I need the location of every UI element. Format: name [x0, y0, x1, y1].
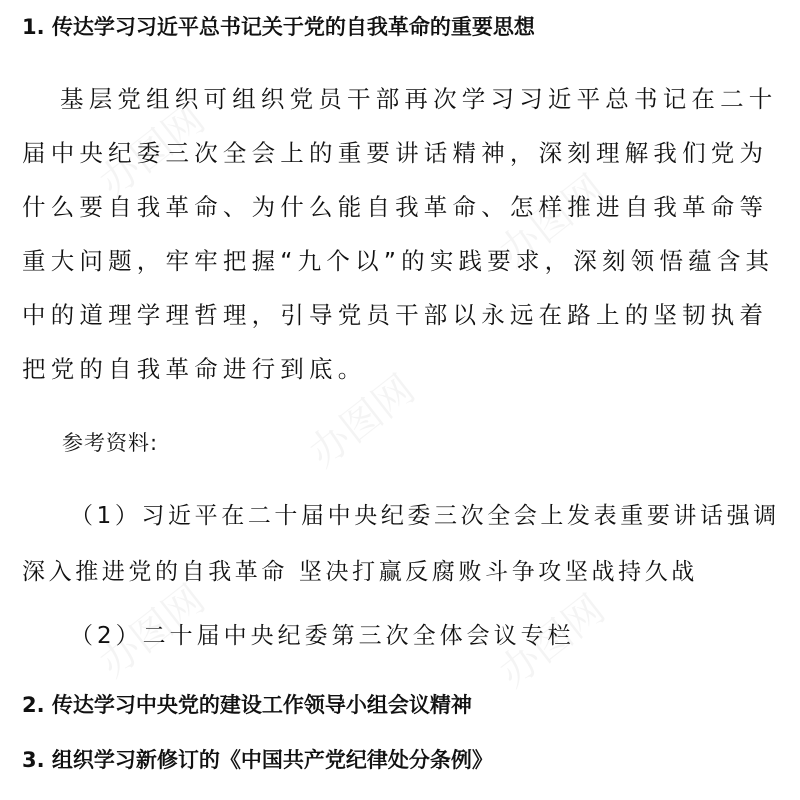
reference-item-1[interactable]: （1）习近平在二十届中央纪委三次全会上发表重要讲话强调深入推进党的自我革命 坚决打赢反腐败斗争攻坚战持久战	[22, 503, 780, 585]
section-heading-2: 2. 传达学习中央党的建设工作领导小组会议精神	[22, 693, 472, 717]
references-title: 参考资料:	[62, 431, 159, 455]
section-heading-1: 1. 传达学习习近平总书记关于党的自我革命的重要思想	[22, 15, 535, 39]
reference-item-2[interactable]: （2）二十届中央纪委第三次全体会议专栏	[70, 623, 575, 649]
section-heading-3: 3. 组织学习新修订的《中国共产党纪律处分条例》	[22, 748, 493, 772]
section-1-paragraph: 基层党组织可组织党员干部再次学习习近平总书记在二十届中央纪委三次全会上的重要讲话精神，深刻理解我们党为什么要自我革命、为什么能自我革命、怎样推进自我革命等重大问题，牢牢把握“九个以”的实践要求，深刻领悟蕴含其中的道理学理哲理，引导党员干部以永远在路上的坚韧执着把党的自我革命进行到底。	[22, 85, 778, 383]
